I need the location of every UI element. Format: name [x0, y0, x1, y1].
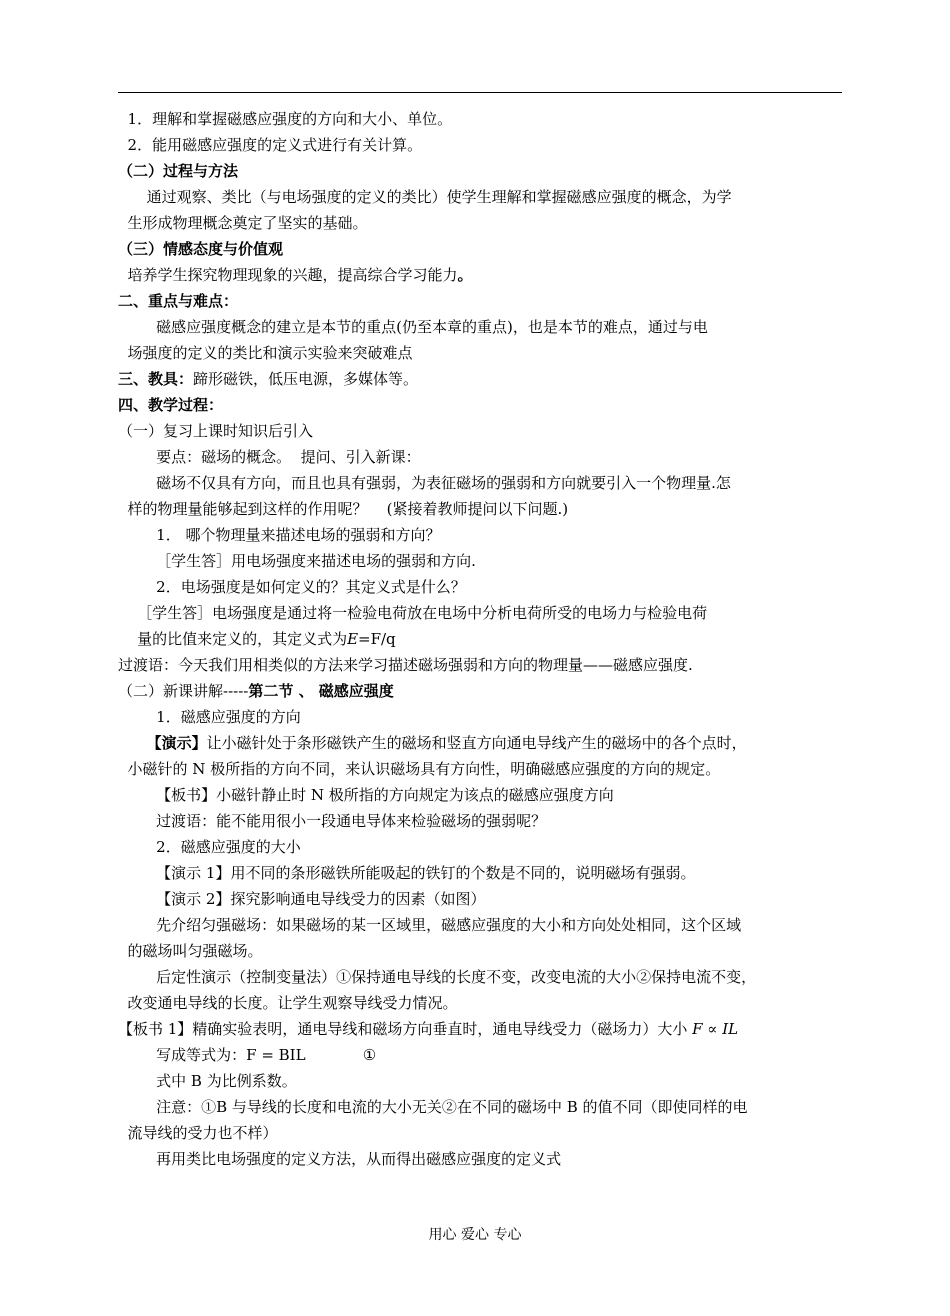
text-line: [118, 106, 842, 132]
text-line: [118, 314, 842, 340]
text-segment: 【演示 1】用不同的条形磁铁所能吸起的铁钉的个数是不同的，说明磁场有强弱。: [118, 864, 696, 882]
text-line: [118, 496, 842, 522]
text-segment: 第二节 、 磁感应强度: [248, 682, 394, 700]
text-segment: [118, 734, 147, 752]
text-line: [118, 1094, 842, 1120]
text-segment: 三、教具：: [118, 370, 194, 388]
text-line: [118, 626, 842, 652]
text-segment: 2．电场强度是如何定义的？其定义式是什么？: [118, 578, 466, 596]
text-segment: （二）过程与方法: [118, 162, 239, 180]
text-segment: 后定性演示（控制变量法）①保持通电导线的长度不变，改变电流的大小②保持电流不变，: [118, 968, 757, 986]
text-segment: =F/q: [358, 630, 396, 648]
text-line: [118, 990, 842, 1016]
text-line: [118, 886, 842, 912]
text-segment: 磁感应强度概念的建立是本节的重点(仍至本章的重点)，也是本节的难点，通过与电: [118, 318, 708, 336]
text-segment: 要点：磁场的概念。 提问、引入新课：: [118, 448, 421, 466]
text-line: [118, 340, 842, 366]
text-segment: 先介绍匀强磁场：如果磁场的某一区域里，磁感应强度的大小和方向处处相同，这个区域: [118, 916, 742, 934]
text-line: [118, 1068, 842, 1094]
text-line: [118, 704, 842, 730]
text-segment: 1．磁感应强度的方向: [118, 708, 301, 726]
text-line: [118, 522, 842, 548]
text-line: [118, 470, 842, 496]
text-line: [118, 236, 842, 262]
text-segment: 通过观察、类比（与电场强度的定义的类比）使学生理解和掌握磁感应强度的概念，为学: [118, 188, 732, 206]
text-segment: 四、教学过程：: [118, 396, 224, 414]
text-segment: 。: [457, 266, 473, 284]
text-segment: 的磁场叫匀强磁场。: [118, 942, 263, 960]
text-segment: 【板书 1】精确实验表明，通电导线和磁场方向垂直时，通电导线受力（磁场力）大小: [118, 1020, 693, 1038]
text-segment: 培养学生探究物理现象的兴趣，提高综合学习能力: [118, 266, 458, 284]
text-segment: 【演示 2】探究影响通电导线受力的因素（如图）: [118, 890, 486, 908]
text-line: [118, 392, 842, 418]
text-segment: （二）新课讲解-----: [118, 682, 249, 700]
text-segment: 过渡语：能不能用很小一段通电导体来检验磁场的强弱呢？: [118, 812, 547, 830]
text-line: [118, 1120, 842, 1146]
text-segment: 式中 B 为比例系数。: [118, 1072, 297, 1090]
text-segment: 过渡语：今天我们用相类似的方法来学习描述磁场强弱和方向的物理量——磁感应强度.: [118, 656, 693, 674]
text-segment: 1．理解和掌握磁感应强度的方向和大小、单位。: [118, 110, 453, 128]
text-line: [118, 808, 842, 834]
text-line: [118, 1146, 842, 1172]
text-line: [118, 964, 842, 990]
header-rule: [118, 92, 842, 93]
text-line: [118, 184, 842, 210]
text-line: [118, 1042, 842, 1068]
text-segment: 蹄形磁铁，低压电源，多媒体等。: [193, 370, 419, 388]
text-line: [118, 444, 842, 470]
text-segment: E: [347, 630, 359, 648]
text-segment: 改变通电导线的长度。让学生观察导线受力情况。: [118, 994, 458, 1012]
text-line: [118, 288, 842, 314]
text-line: [118, 132, 842, 158]
text-segment: 2．磁感应强度的大小: [118, 838, 301, 856]
text-line: [118, 262, 842, 288]
text-line: [118, 574, 842, 600]
text-segment: 流导线的受力也不样）: [118, 1124, 278, 1142]
text-line: [118, 366, 842, 392]
text-segment: F ∝ IL: [692, 1020, 739, 1038]
text-line: [118, 938, 842, 964]
text-line: [118, 158, 842, 184]
text-segment: 【演示】: [146, 734, 207, 752]
text-segment: 写成等式为：F = BIL ①: [118, 1046, 377, 1064]
text-line: [118, 912, 842, 938]
document-body: [118, 106, 842, 1172]
text-segment: 小磁针的 N 极所指的方向不同，来认识磁场具有方向性，明确磁感应强度的方向的规定。: [118, 760, 721, 778]
text-segment: 磁场不仅具有方向，而且也具有强弱，为表征磁场的强弱和方向就要引入一个物理量.怎: [118, 474, 731, 492]
text-segment: 二、重点与难点：: [118, 292, 239, 310]
text-segment: ［学生答］用电场强度来描述电场的强弱和方向.: [118, 552, 476, 570]
text-line: [118, 756, 842, 782]
text-line: [118, 782, 842, 808]
text-line: [118, 678, 842, 704]
text-segment: 场强度的定义的类比和演示实验来突破难点: [118, 344, 413, 362]
text-segment: 再用类比电场强度的定义方法，从而得出磁感应强度的定义式: [118, 1150, 562, 1168]
text-segment: 让小磁针处于条形磁铁产生的磁场和竖直方向通电导线产生的磁场中的各个点时，: [206, 734, 747, 752]
text-segment: 生形成物理概念奠定了坚实的基础。: [118, 214, 368, 232]
text-line: [118, 730, 842, 756]
text-line: [118, 1016, 842, 1042]
text-line: [118, 860, 842, 886]
text-line: [118, 652, 842, 678]
text-line: [118, 418, 842, 444]
text-segment: 1． 哪个物理量来描述电场的强弱和方向？: [118, 526, 441, 544]
text-line: [118, 834, 842, 860]
text-segment: （三）情感态度与价值观: [118, 240, 284, 258]
text-segment: 【板书】小磁针静止时 N 极所指的方向规定为该点的磁感应强度方向: [118, 786, 614, 804]
text-line: [118, 548, 842, 574]
text-segment: ［学生答］电场强度是通过将一检验电荷放在电场中分析电荷所受的电场力与检验电荷: [118, 604, 708, 622]
page-footer: 用心 爱心 专心: [428, 1227, 522, 1243]
text-segment: 2．能用磁感应强度的定义式进行有关计算。: [118, 136, 423, 154]
text-line: [118, 600, 842, 626]
text-segment: （一）复习上课时知识后引入: [118, 422, 314, 440]
text-line: [118, 210, 842, 236]
text-segment: 注意：①B 与导线的长度和电流的大小无关②在不同的磁场中 B 的值不同（即使同样的电: [118, 1098, 748, 1116]
text-segment: 量的比值来定义的，其定义式为: [118, 630, 348, 648]
text-segment: 样的物理量能够起到这样的作用呢？ (紧接着教师提问以下问题.): [118, 500, 569, 518]
